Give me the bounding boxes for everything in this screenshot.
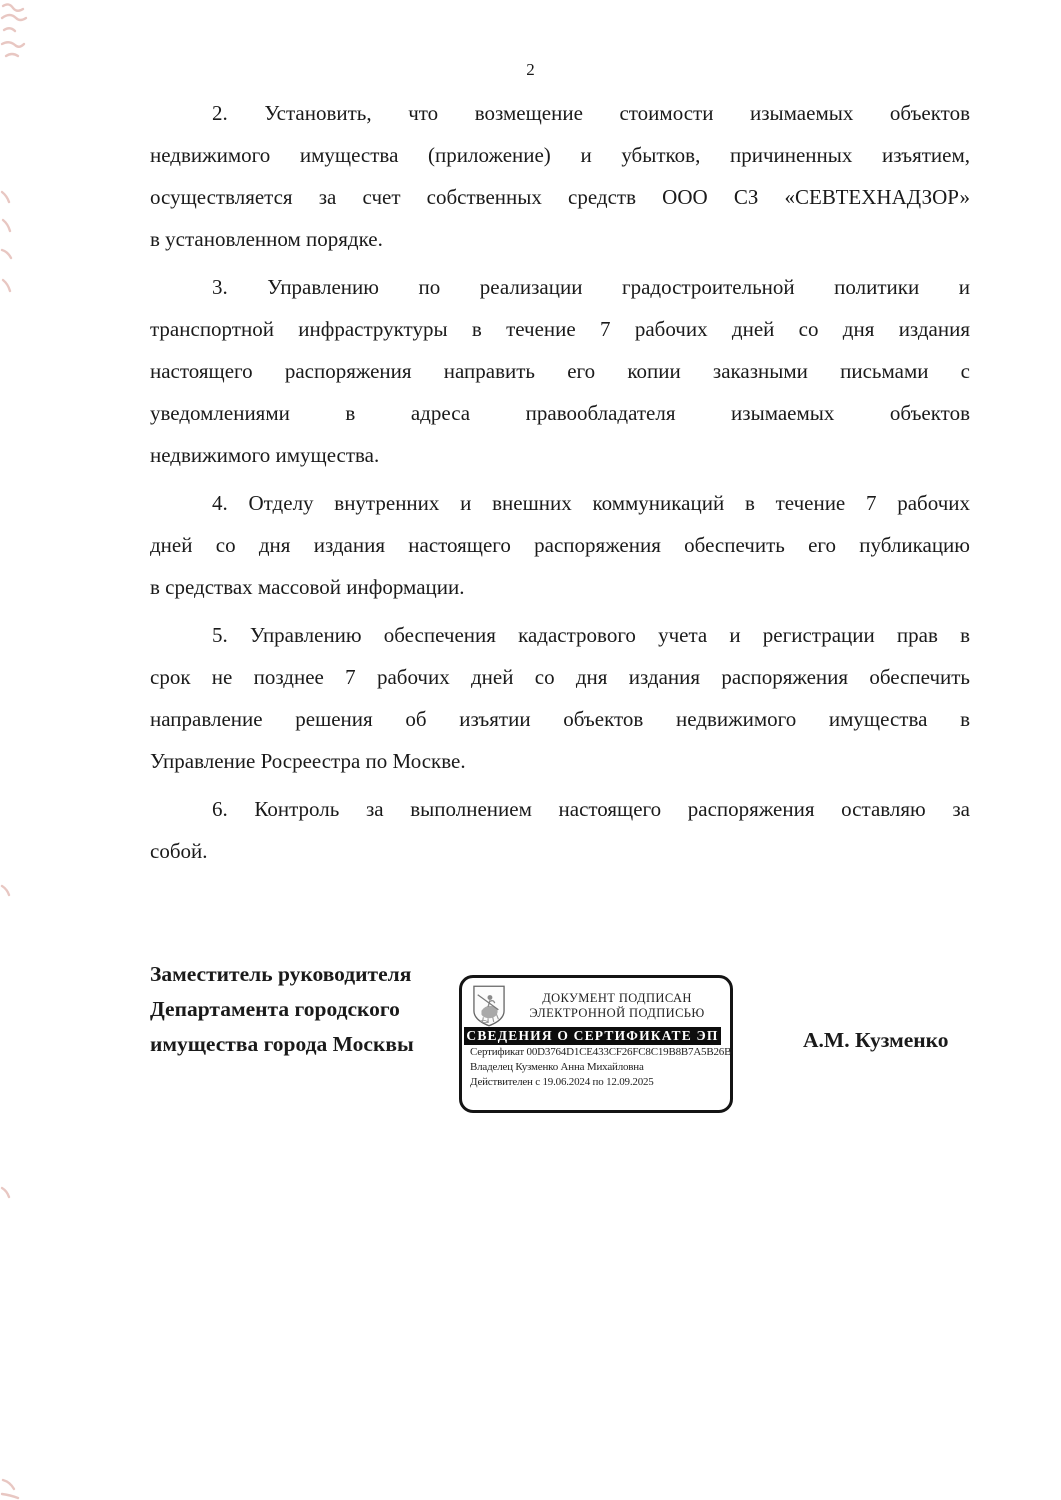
paragraph-line: в установленном порядке. [150,227,383,251]
stamp-certificate-info [470,1045,732,1090]
signatory-position-line: Департамента городского [150,997,400,1021]
paragraph-line: Управление Росреестра по Москве. [150,749,466,773]
paragraph-line: 3. Управлению по реализации градостроительной политики и [212,275,970,299]
paragraph-line: срок не позднее 7 рабочих дней со дня издания распоряжения обеспечить [150,665,970,689]
e-signature-stamp [459,975,733,1113]
certificate-owner: Владелец Кузменко Анна Михайловна [470,1061,644,1073]
certificate-number: Сертификат 00D3764D1CE433CF26FC8C19B8B7A5B26B [470,1046,732,1058]
paragraph-line: в средствах массовой информации. [150,575,465,599]
paragraph-line: настоящего распоряжения направить его копии заказными письмами с [150,359,970,383]
paragraph-line: недвижимого имущества (приложение) и убытков, причиненных изъятием, [150,143,970,167]
paragraph-line: направление решения об изъятии объектов недвижимого имущества в [150,707,970,731]
paragraph-line: 4. Отделу внутренних и внешних коммуникаций в течение 7 рабочих [212,491,970,515]
paragraph [150,266,970,476]
stamp-title-line2: ЭЛЕКТРОННОЙ ПОДПИСЬЮ [529,1006,705,1020]
paragraph-line: 5. Управлению обеспечения кадастрового учета и регистрации прав в [212,623,970,647]
signatory-name: А.М. Кузменко [803,1028,949,1052]
moscow-coat-of-arms-icon [473,985,505,1027]
paragraph-line: недвижимого имущества. [150,443,380,467]
paragraph-line: собой. [150,839,208,863]
paragraph [150,92,970,260]
paragraph-line: 2. Установить, что возмещение стоимости изымаемых объектов [212,101,970,125]
red-margin-marks [0,0,40,1500]
paragraph-line: 6. Контроль за выполнением настоящего распоряжения оставляю за [212,797,970,821]
paragraph [150,788,970,872]
signatory-position-line: Заместитель руководителя [150,962,412,986]
signature-block [150,957,470,1062]
paragraph-line: уведомлениями в адреса правообладателя изымаемых объектов [150,401,970,425]
paragraph-line: осуществляется за счет собственных средств ООО СЗ «СЕВТЕХНАДЗОР» [150,185,970,209]
signatory-position-line: имущества города Москвы [150,1032,414,1056]
paragraph-line: дней со дня издания настоящего распоряжения обеспечить его публикацию [150,533,970,557]
stamp-certificate-banner: СВЕДЕНИЯ О СЕРТИФИКАТЕ ЭП [464,1027,721,1045]
page-number: 2 [526,60,535,79]
document-body [150,92,970,878]
paragraph [150,614,970,782]
certificate-validity: Действителен с 19.06.2024 по 12.09.2025 [470,1076,654,1088]
paragraph-line: транспортной инфраструктуры в течение 7 рабочих дней со дня издания [150,317,970,341]
paragraph [150,482,970,608]
stamp-title-line1: ДОКУМЕНТ ПОДПИСАН [542,991,692,1005]
stamp-title [508,991,726,1021]
